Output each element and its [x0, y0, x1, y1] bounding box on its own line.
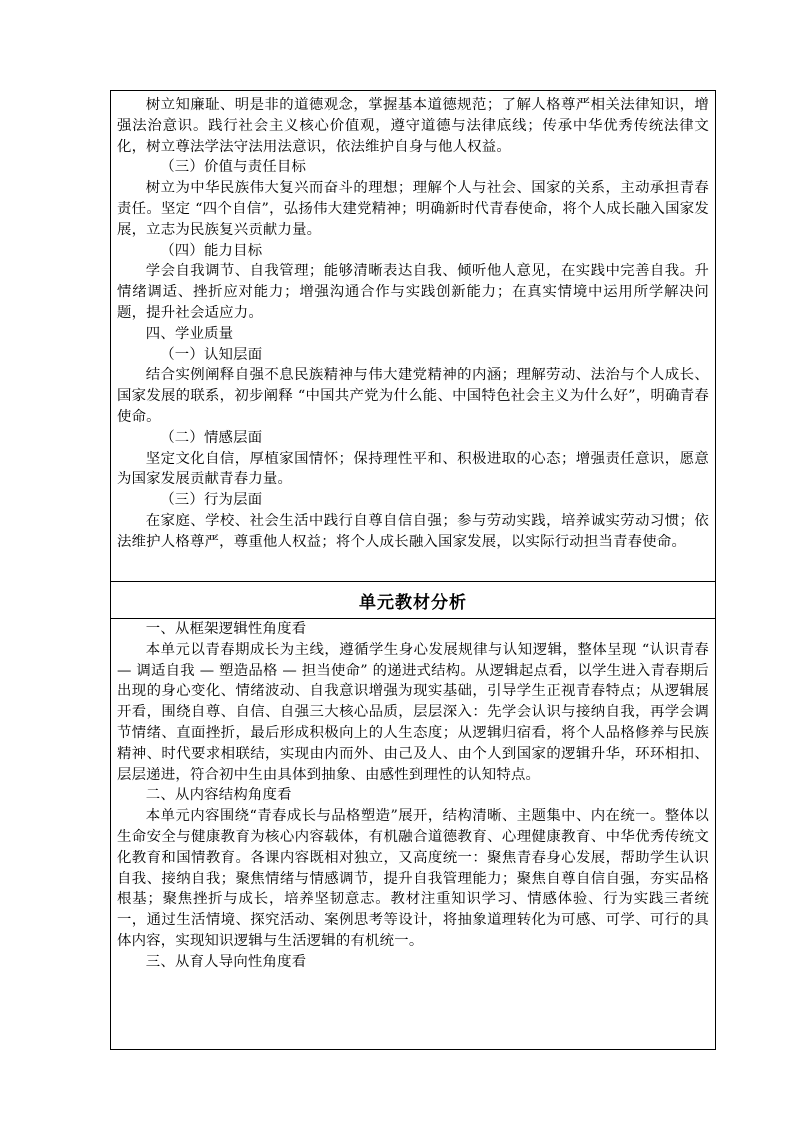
paragraph: 在家庭、学校、社会生活中践行自尊自信自强；参与劳动实践，培养诚实劳动习惯；依法维护人格尊严，尊重他人权益；将个人成长融入国家发展，以实际行动担当青春使命。 [117, 512, 709, 550]
section-title: 单元教材分析 [359, 592, 467, 613]
paragraph: 本单元内容围绕“青春成长与品格塑造”展开，结构清晰、主题集中、内在统一。整体以生命安全与健康教育为核心内容载体，有机融合道德教育、心理健康教育、中华优秀传统文化教育和国情教育。各课内容既相对独立，又高度统一：聚焦青春身心发展，帮助学生认识自我、接纳自我；聚焦情绪与情感调节，提升自我管理能力；聚焦自尊自信自强，夯实品格根基；聚焦挫折与成长，培养坚韧意志。教材注重知识学习、情感体验、行为实践三者统一，通过生活情境、探究活动、案例思考等设计，将抽象道理转化为可感、可学、可行的具体内容，实现知识逻辑与生活逻辑的有机统一。 [117, 808, 709, 949]
heading: （三）行为层面 [160, 492, 263, 509]
paragraph: 树立为中华民族伟大复兴而奋斗的理想；理解个人与社会、国家的关系，主动承担青春责任。坚定 “四个自信”，弘扬伟大建党精神；明确新时代青春使命，将个人成长融入国家发展，立志为民族复兴贡献力量。 [117, 180, 709, 238]
paragraph: 结合实例阐释自强不息民族精神与伟大建党精神的内涵；理解劳动、法治与个人成长、国家发展的联系，初步阐释 “中国共产党为什么能、中国特色社会主义为什么好”，明确青春使命。 [117, 367, 709, 425]
analysis-block [117, 619, 709, 973]
section-header-cell [111, 582, 716, 619]
heading: 一、从框架逻辑性角度看 [145, 621, 307, 637]
objectives-block [117, 95, 709, 553]
paragraph: 学会自我调节、自我管理；能够清晰表达自我、倾听他人意见，在实践中完善自我。升情绪调适、挫折应对能力；增强沟通合作与实践创新能力；在真实情境中运用所学解决问题，提升社会适应力。 [117, 263, 709, 321]
analysis-cell [111, 619, 716, 1050]
content-table [110, 90, 716, 1050]
heading: （三）价值与责任目标 [160, 159, 307, 176]
heading: （一）认知层面 [160, 346, 263, 363]
heading: 四、学业质量 [145, 325, 234, 342]
heading: 三、从育人导向性角度看 [145, 953, 307, 970]
paragraph: 坚定文化自信，厚植家国情怀；保持理性平和、积极进取的心态；增强责任意识，愿意为国家发展贡献青春力量。 [117, 450, 709, 488]
objectives-cell [111, 91, 716, 582]
heading: （四）能力目标 [160, 242, 263, 259]
heading: （二）情感层面 [160, 429, 263, 446]
paragraph: 本单元以青春期成长为主线，遵循学生身心发展规律与认知逻辑，整体呈现 “认识青春 — 调适自我 — 塑造品格 — 担当使命” 的递进式结构。从逻辑起点看，以学生进入青春期后出现的身心变化、情绪波动、自我意识增强为现实基础，引导学生正视青春特点；从逻辑展开看，围绕自尊、自信、自强三大核心品质，层层深入：先学会认识与接纳自我，再学会调节情绪、直面挫折，最后形成积极向上的人生态度；从逻辑归宿看，将个人品格修养与民族精神、时代要求相联结，实现由内而外、由己及人、由个人到国家的逻辑升华，环环相扣、层层递进，符合初中生由具体到抽象、由感性到理性的认知特点。 [117, 641, 709, 783]
heading: 二、从内容结构角度看 [145, 787, 292, 804]
paragraph: 树立知廉耻、明是非的道德观念，掌握基本道德规范；了解人格尊严相关法律知识，增强法治意识。践行社会主义核心价值观，遵守道德与法律底线；传承中华优秀传统法律文化，树立尊法学法守法用法意识，依法维护自身与他人权益。 [117, 97, 709, 155]
